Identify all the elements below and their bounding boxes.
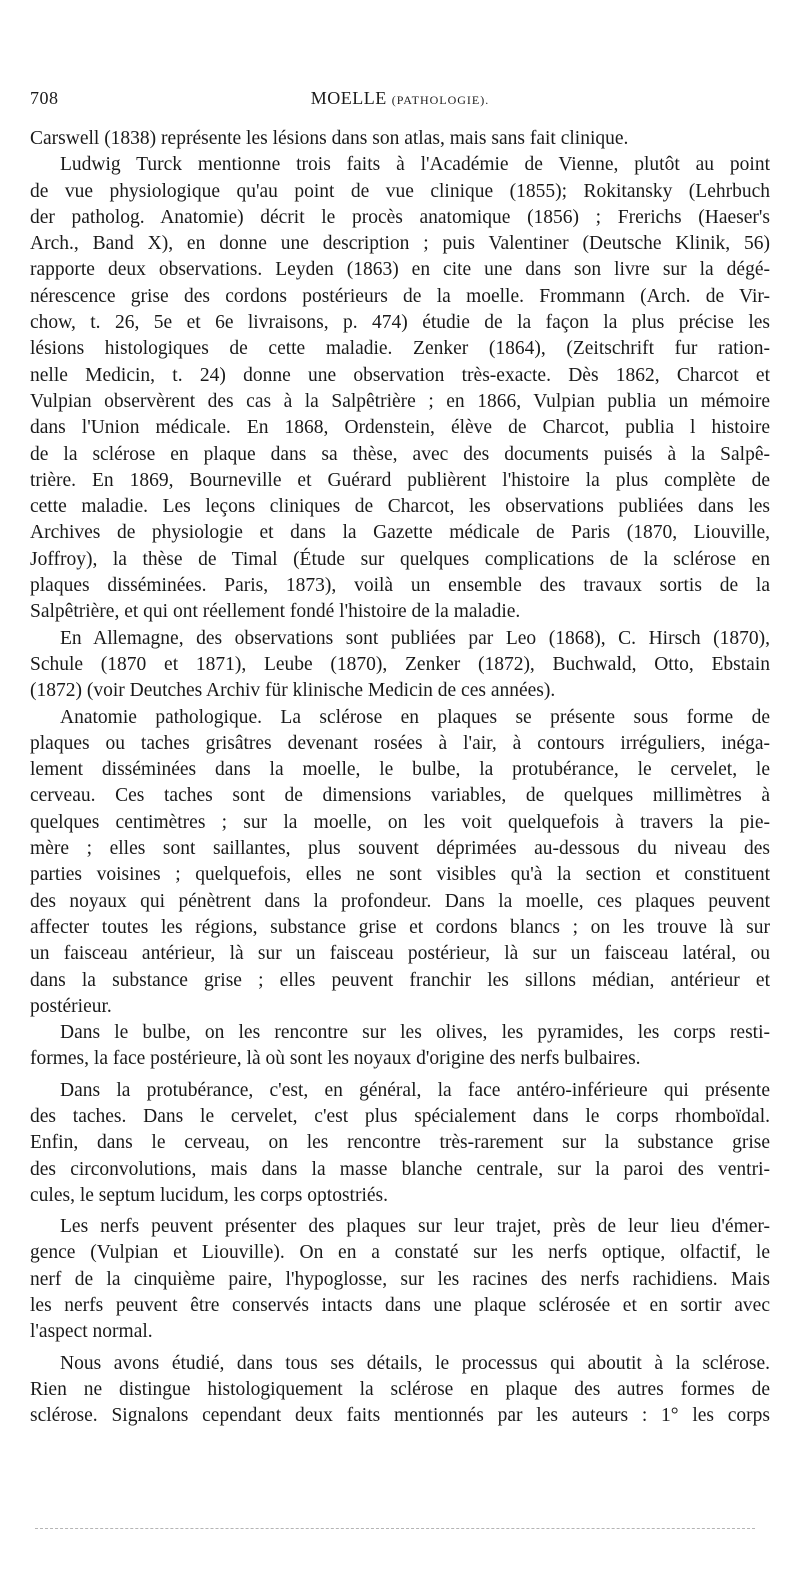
text-line: dans l'Union médicale. En 1868, Ordenstein, élève de Charcot, publia l histoire <box>30 417 770 439</box>
text-line: lésions histologiques de cette maladie. Zenker (1864), (Zeitschrift fur ration- <box>30 338 770 360</box>
text-line: sclérose. Signalons cependant deux faits mentionnés par les auteurs : 1° les corps <box>30 1405 770 1427</box>
footer-divider <box>35 1528 755 1529</box>
running-title-main: MOELLE <box>310 88 387 108</box>
text-line: Dans la protubérance, c'est, en général, la face antéro-inférieure qui présente <box>60 1079 770 1101</box>
text-line: Archives de physiologie et dans la Gazette médicale de Paris (1870, Liouville, <box>30 522 770 544</box>
text-line: des noyaux qui pénètrent dans la profondeur. Dans la moelle, ces plaques peuvent <box>30 890 770 912</box>
text-line: trière. En 1869, Bourneville et Guérard publièrent l'histoire la plus complète de <box>30 469 770 491</box>
text-line: Les nerfs peuvent présenter des plaques sur leur trajet, près de leur lieu d'émer- <box>60 1216 770 1238</box>
text-line: formes, la face postérieure, là où sont les noyaux d'origine des nerfs bulbaires. <box>30 1048 641 1070</box>
text-line: l'aspect normal. <box>30 1321 153 1343</box>
text-line: cette maladie. Les leçons cliniques de Charcot, les observations publiées dans les <box>30 496 770 518</box>
text-line: cules, le septum lucidum, les corps optostriés. <box>30 1184 388 1206</box>
text-line: gence (Vulpian et Liouville). On en a constaté sur les nerfs optique, olfactif, le <box>30 1242 770 1264</box>
text-line: les nerfs peuvent être conservés intacts dans une plaque sclérosée et en sortir avec <box>30 1295 770 1317</box>
body-text <box>30 126 770 1430</box>
running-title <box>30 88 770 109</box>
text-line: Arch., Band X), en donne une description ; puis Valentiner (Deutsche Klinik, 56) <box>30 233 770 255</box>
text-line: parties voisines ; quelquefois, elles ne sont visibles qu'à la section et constituent <box>30 864 770 886</box>
text-line: des taches. Dans le cervelet, c'est plus spécialement dans le corps rhomboïdal. <box>30 1105 770 1127</box>
text-line: der patholog. Anatomie) décrit le procès anatomique (1856) ; Frerichs (Haeser's <box>30 206 770 228</box>
text-line: Carswell (1838) représente les lésions dans son atlas, mais sans fait clinique. <box>30 128 629 149</box>
document-page <box>30 88 770 1430</box>
text-line: Schule (1870 et 1871), Leube (1870), Zenker (1872), Buchwald, Otto, Ebstain <box>30 653 770 675</box>
text-line: des circonvolutions, mais dans la masse blanche centrale, sur la paroi des ventri- <box>30 1158 770 1180</box>
text-line: nerf de la cinquième paire, l'hypoglosse, sur les racines des nerfs rachidiens. Mais <box>30 1268 770 1290</box>
text-line: de la sclérose en plaque dans sa thèse, avec des documents puisés à la Salpê- <box>30 443 770 465</box>
text-line: mère ; elles sont saillantes, plus souvent déprimées au-dessous du niveau des <box>30 838 770 860</box>
text-line: plaques ou taches grisâtres devenant rosées à l'air, à contours irréguliers, inéga- <box>30 732 770 754</box>
text-line: dans la substance grise ; elles peuvent franchir les sillons médian, antérieur et <box>30 969 770 991</box>
text-line: En Allemagne, des observations sont publiées par Leo (1868), C. Hirsch (1870), <box>60 627 770 649</box>
text-line: Enfin, dans le cerveau, on les rencontre très-rarement sur la substance grise <box>30 1132 770 1154</box>
text-line: (1872) (voir Deutches Archiv für klinische Medicin de ces années). <box>30 680 556 702</box>
text-line: postérieur. <box>30 995 112 1017</box>
text-line: Joffroy), la thèse de Timal (Étude sur quelques complications de la sclérose en <box>30 548 770 570</box>
text-line: Anatomie pathologique. La sclérose en plaques se présente sous forme de <box>60 706 770 728</box>
text-line: rapporte deux observations. Leyden (1863) en cite une dans son livre sur la dégé- <box>30 259 770 281</box>
text-line: Salpêtrière, et qui ont réellement fondé l'histoire de la maladie. <box>30 601 521 623</box>
text-line: Rien ne distingue histologiquement la sclérose en plaque des autres formes de <box>30 1378 770 1400</box>
running-header <box>30 88 770 114</box>
text-line: plaques disséminées. Paris, 1873), voilà un ensemble des travaux sortis de la <box>30 575 770 597</box>
text-line: chow, t. 26, 5e et 6e livraisons, p. 474) étudie de la façon la plus précise les <box>30 312 770 334</box>
text-line: affecter toutes les régions, substance grise et cordons blancs ; on les trouve là sur <box>30 916 770 938</box>
text-line: Vulpian observèrent des cas à la Salpêtrière ; en 1866, Vulpian publia un mémoire <box>30 390 770 412</box>
text-line: Ludwig Turck mentionne trois faits à l'Académie de Vienne, plutôt au point <box>60 154 770 176</box>
text-line: cerveau. Ces taches sont de dimensions variables, de quelques millimètres à <box>30 785 770 807</box>
text-line: un faisceau antérieur, là sur un faisceau postérieur, là sur un faisceau latéral, ou <box>30 943 770 965</box>
text-line: de vue physiologique qu'au point de vue clinique (1855); Rokitansky (Lehrbuch <box>30 180 770 202</box>
text-line: Nous avons étudié, dans tous ses détails, le processus qui aboutit à la sclérose. <box>60 1352 770 1374</box>
text-line: lement disséminées dans la moelle, le bulbe, la protubérance, le cervelet, le <box>30 759 770 781</box>
page-number: 708 <box>30 88 59 108</box>
running-title-sub: (PATHOLOGIE). <box>391 93 490 107</box>
text-line: quelques centimètres ; sur la moelle, on les voit quelquefois à travers la pie- <box>30 811 770 833</box>
text-line: Dans le bulbe, on les rencontre sur les olives, les pyramides, les corps resti- <box>60 1022 770 1044</box>
text-line: nelle Medicin, t. 24) donne une observation très-exacte. Dès 1862, Charcot et <box>30 364 770 386</box>
text-line: nérescence grise des cordons postérieurs de la moelle. Frommann (Arch. de Vir- <box>30 285 770 307</box>
